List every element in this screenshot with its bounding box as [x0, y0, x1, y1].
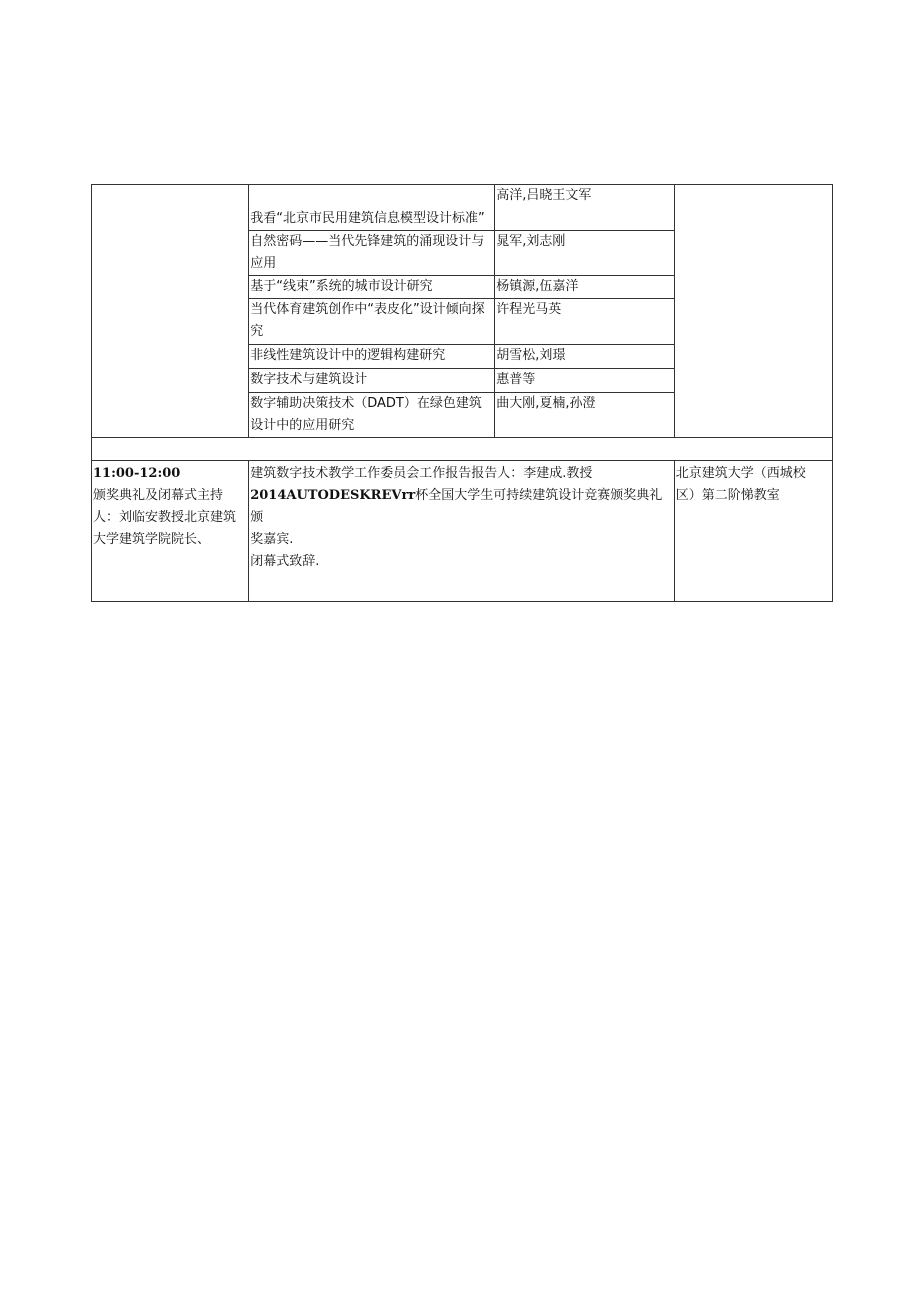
closing-row	[92, 461, 833, 602]
talk-row	[249, 369, 675, 393]
talk-row	[249, 393, 675, 438]
closing-desc-line: 大学建筑学院院长、	[93, 532, 211, 547]
talk-row	[249, 276, 675, 299]
venue-line: 区）第二阶悌教室	[675, 488, 780, 503]
closing-content-line: 闭幕式致辞.	[250, 554, 320, 569]
talk-row	[249, 231, 675, 276]
talk-title: 自然密码——当代先锋建筑的涌现设计与 应用	[249, 231, 495, 276]
talk-authors: 曲大刚,夏楠,孙澄	[496, 396, 596, 411]
closing-content-cell	[249, 461, 675, 602]
schedule-table	[91, 184, 833, 602]
closing-content-line: 奖嘉宾.	[250, 532, 294, 547]
talk-row	[249, 345, 675, 369]
session-row	[92, 185, 833, 438]
talk-authors: 晁军,刘志刚	[495, 231, 676, 276]
talk-title: 非线性建筑设计中的逻辑构建研究	[249, 345, 495, 369]
award-name: 2014AUTODESKREVrr	[250, 488, 416, 503]
talk-title: 我看“北京市民用建筑信息模型设计标准”	[249, 185, 495, 231]
talk-authors: 惠普等	[495, 369, 676, 393]
closing-content-line: 建筑数字技术教学工作委员会工作报告报告人：李建成.教授	[250, 466, 593, 481]
talk-title: 数字辅助决策技术（DADT）在绿色建筑 设计中的应用研究	[249, 393, 495, 438]
talks-list	[249, 185, 675, 437]
closing-time: 11:00-12:00	[93, 466, 181, 481]
talk-authors: 胡雪松,刘璟	[495, 345, 676, 369]
separator-cell	[92, 438, 833, 461]
talk-title: 基于“线束”系统的城市设计研究	[249, 276, 495, 299]
time-cell-empty	[92, 185, 249, 438]
talk-authors: 杨镇源,伍嘉洋	[495, 276, 676, 299]
talk-row	[249, 185, 675, 231]
talk-title: 数字技术与建筑设计	[249, 369, 495, 393]
talk-row	[249, 299, 675, 345]
venue-line: 北京建筑大学（西城校	[675, 466, 806, 481]
talks-cell	[249, 185, 675, 438]
venue-cell-empty	[674, 185, 832, 438]
separator-row	[92, 438, 833, 461]
talk-title: 当代体育建筑创作中“表皮化”设计倾向探 究	[249, 299, 495, 345]
closing-desc-line: 人：刘临安教授北京建筑	[93, 510, 237, 525]
closing-desc-line: 颁奖典礼及闭幕式主持	[93, 488, 224, 503]
closing-time-cell	[92, 461, 249, 602]
talk-authors: 高洋,吕晓王文军	[495, 185, 676, 231]
closing-venue-cell	[674, 461, 832, 602]
closing-content-line: 2014AUTODESKREVrr杯全国大学生可持续建筑设计竞赛颁奖典礼颁	[250, 488, 663, 525]
talk-authors: 许程光马英	[495, 299, 676, 345]
